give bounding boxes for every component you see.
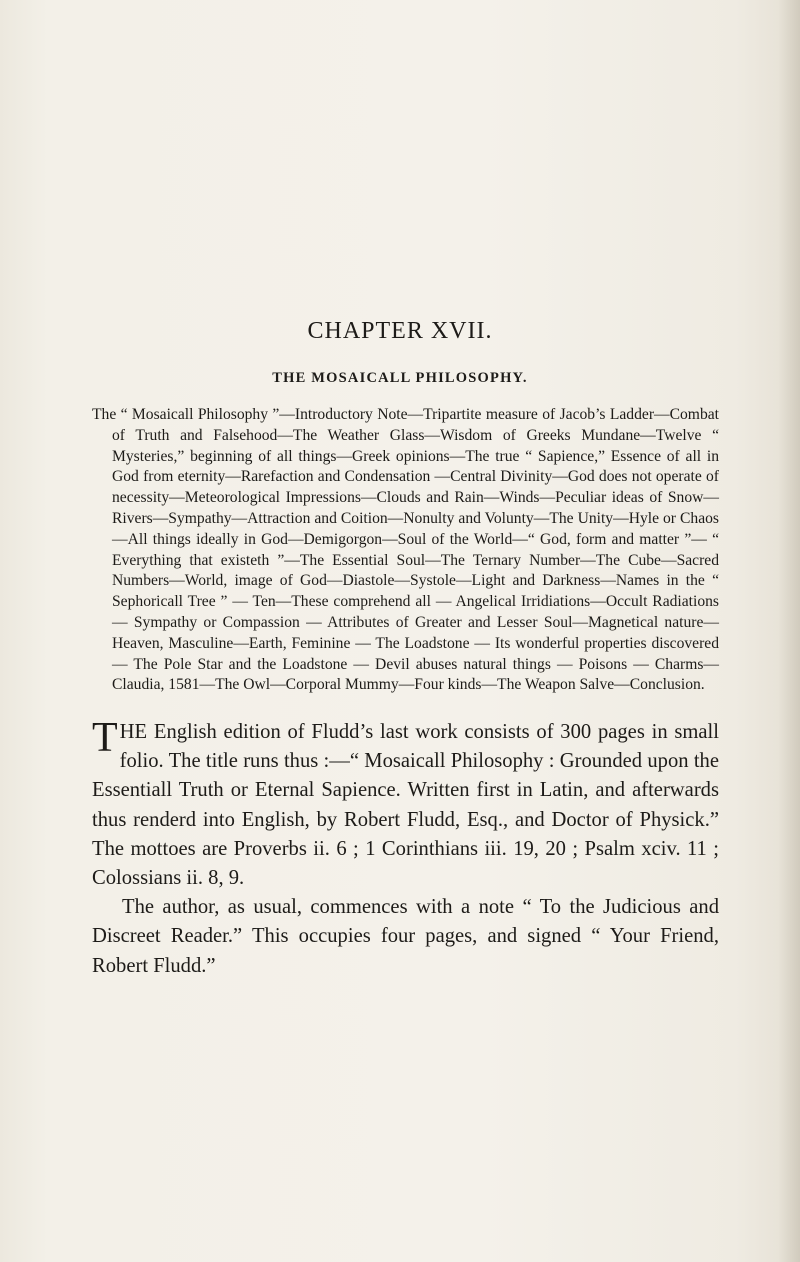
paragraph-2: The author, as usual, commences with a note “ To the Judicious and Discreet Reader.” This occupies four pages, and signed “ Your Friend, Robert Fludd.” — [92, 896, 719, 977]
body-text — [92, 715, 719, 981]
page-edge-shadow — [778, 0, 800, 1262]
paragraph-1-text: HE English edition of Fludd’s last work consists of 300 pages in small folio. The title runs thus :—“ Mosaicall Philosophy : Grounded upon the Essentiall Truth or Eternal Sapience. Written first in Latin, and afterwards thus renderd into English, by Robert Fludd, Esq., and Doctor of Physick.” The mottoes are Proverbs ii. 6 ; 1 Corinthians iii. 19, 20 ; Psalm xciv. 11 ; Colossians ii. 8, 9. — [92, 721, 719, 890]
paragraph-1 — [92, 715, 719, 893]
chapter-summary: The “ Mosaicall Philosophy ”—Introductory Note—Tripartite measure of Jacob’s Ladder—Combat of Truth and Falsehood—The Weather Glass—Wisdom of Greeks Mundane—Twelve “ Mysteries,” beginning of all things—Greek opinions—The true “ Sapience,” Essence of all in God from eternity—Rarefaction and Condensation —Central Divinity—God does not operate of necessity—Meteorological Impressions—Clouds and Rain—Winds—Peculiar ideas of Snow—Rivers—Sympathy—Attraction and Coition—Nonulty and Volunty—The Unity—Hyle or Chaos—All things ideally in God—Demigorgon—Soul of the World—“ God, form and matter ”— “ Everything that existeth ”—The Essential Soul—The Ternary Number—The Cube—Sacred Numbers—World, image of God—Diastole—Systole—Light and Darkness—Names in the “ Sephoricall Tree ” — Ten—These comprehend all — Angelical Irridiations—Occult Radiations — Sympathy or Compassion — Attributes of Greater and Lesser Soul—Magnetical nature—Heaven, Masculine—Earth, Feminine — The Loadstone — Its wonderful properties discovered — The Pole Star and the Loadstone — Devil abuses natural things — Poisons — Charms—Claudia, 1581—The Owl—Corporal Mummy—Four kinds—The Weapon Salve—Conclusion. — [92, 406, 719, 694]
drop-cap: T — [92, 715, 118, 761]
chapter-title: CHAPTER XVII. — [307, 318, 493, 344]
section-title: THE MOSAICALL PHILOSOPHY. — [272, 370, 528, 386]
